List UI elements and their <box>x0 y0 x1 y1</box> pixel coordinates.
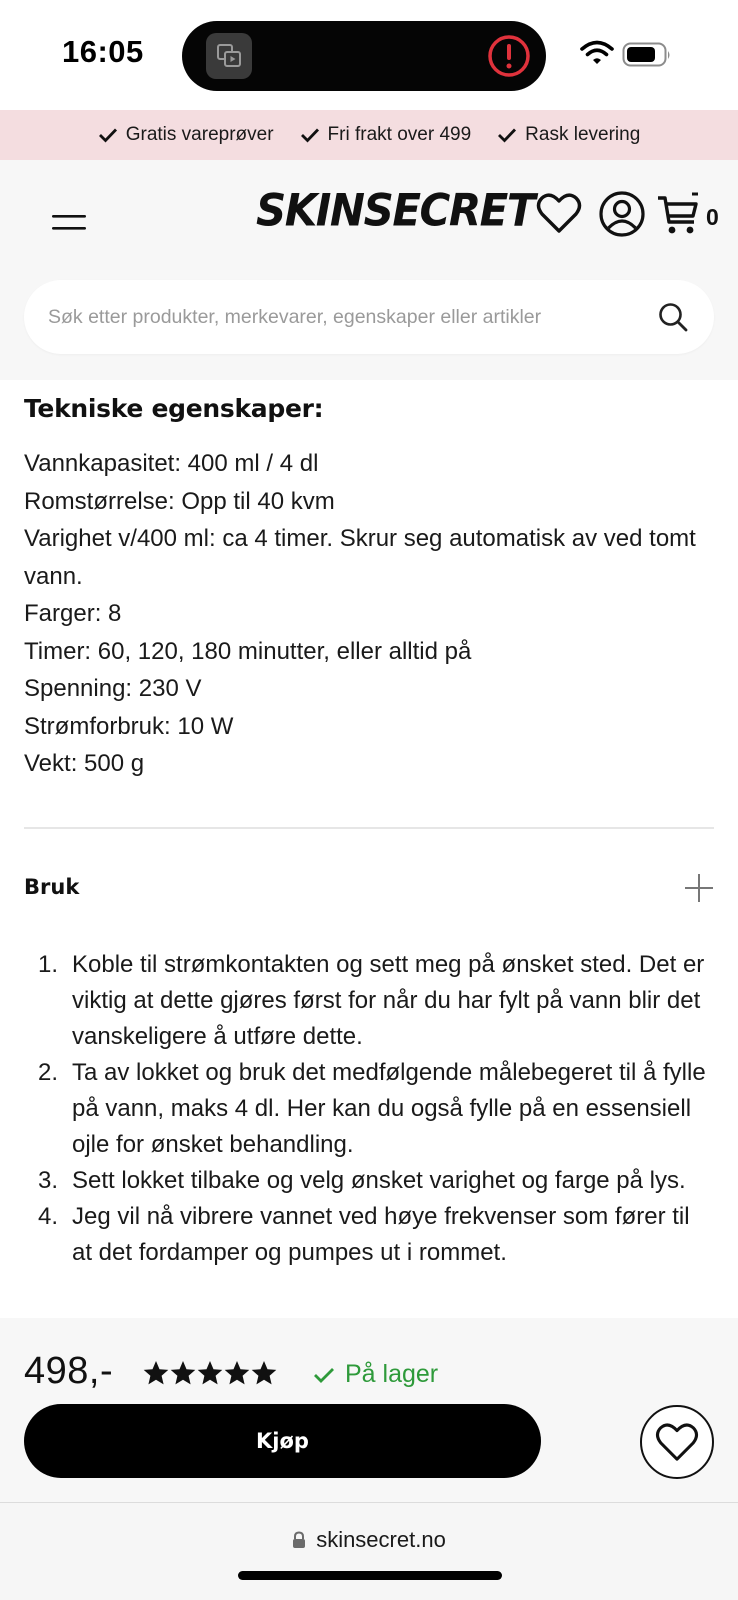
spec-line: Timer: 60, 120, 180 minutter, eller alltid på <box>24 637 472 665</box>
usp-label: Gratis vareprøver <box>125 124 274 145</box>
site-header <box>0 160 738 380</box>
usp-item <box>497 124 640 146</box>
usage-steps <box>24 947 714 1271</box>
account-user-icon[interactable] <box>598 190 646 243</box>
spec-line: Farger: 8 <box>24 600 122 627</box>
specs-heading: Tekniske egenskaper: <box>24 394 324 423</box>
hamburger-menu-icon[interactable] <box>52 210 86 234</box>
step-number: 3. <box>38 1166 59 1194</box>
usp-label: Rask levering <box>525 124 641 145</box>
url-display[interactable] <box>0 1527 738 1553</box>
add-to-wishlist-button[interactable] <box>640 1405 714 1479</box>
step-number: 2. <box>38 1058 59 1086</box>
specs-list <box>24 445 714 783</box>
heart-icon <box>655 1422 699 1462</box>
step-text: Jeg vil nå vibrere vannet ved høye frekvenser som fører til at det fordamper og pumpes ut i rommet. <box>72 1202 690 1266</box>
step-text: Koble til strømkontakten og sett meg på ønsket sted. Det er viktig at dette gjøres først for når du har fylt på vann blir det vanskeligere å utføre dette. <box>72 950 705 1050</box>
lock-icon <box>292 1531 306 1549</box>
rating-stars[interactable] <box>143 1360 277 1386</box>
step-number: 1. <box>38 950 59 978</box>
stock-label: På lager <box>345 1360 439 1388</box>
url-text: skinsecret.no <box>316 1527 446 1552</box>
star-icon <box>224 1360 250 1386</box>
alert-icon <box>486 33 532 79</box>
screen-mirror-icon <box>206 33 252 79</box>
plus-icon[interactable] <box>684 873 714 908</box>
checkmark-icon <box>98 127 118 143</box>
star-icon <box>251 1360 277 1386</box>
site-logo[interactable]: SKINSECRET <box>256 184 535 237</box>
sticky-buy-bar <box>0 1318 738 1502</box>
list-item <box>24 1199 714 1271</box>
spec-line: Strømforbruk: 10 W <box>24 712 234 740</box>
list-item <box>24 947 714 1055</box>
usp-label: Fri frakt over 499 <box>327 124 472 145</box>
cart-count: 0 <box>706 204 719 230</box>
step-text: Sett lokket tilbake og velg ønsket varighet og farge på lys. <box>72 1166 686 1194</box>
spec-line: Spenning: 230 V <box>24 675 202 702</box>
browser-address-bar[interactable] <box>0 1502 738 1600</box>
usp-item <box>98 124 274 146</box>
usage-accordion-toggle[interactable] <box>24 829 714 947</box>
checkmark-icon <box>300 127 320 143</box>
list-item <box>24 1163 714 1199</box>
status-bar <box>0 0 738 110</box>
usp-banner <box>0 110 738 160</box>
search-input[interactable] <box>48 280 648 354</box>
wishlist-heart-icon[interactable] <box>536 192 582 239</box>
spec-line: Vekt: 500 g <box>24 750 145 777</box>
home-indicator[interactable] <box>238 1571 502 1580</box>
usage-heading: Bruk <box>24 874 80 899</box>
dynamic-island <box>182 21 546 91</box>
step-number: 4. <box>38 1202 59 1230</box>
shopping-cart-icon[interactable] <box>656 190 704 243</box>
status-time: 16:05 <box>62 34 144 69</box>
product-description <box>24 380 714 1271</box>
search-bar <box>24 280 714 354</box>
checkmark-icon <box>497 127 517 143</box>
list-item <box>24 1055 714 1163</box>
star-icon <box>170 1360 196 1386</box>
buy-button[interactable]: Kjøp <box>24 1404 541 1478</box>
spec-line: Vannkapasitet: 400 ml / 4 dl <box>24 450 319 477</box>
stock-status <box>313 1360 438 1389</box>
spec-line: Romstørrelse: Opp til 40 kvm <box>24 487 335 515</box>
star-icon <box>197 1360 223 1386</box>
checkmark-icon <box>313 1366 335 1384</box>
step-text: Ta av lokket og bruk det medfølgende målebegeret til å fylle på vann, maks 4 dl. Her kan du også fylle på en essensiell ojle for ønsket behandling. <box>72 1058 706 1158</box>
star-icon <box>143 1360 169 1386</box>
product-price: 498,- <box>24 1350 114 1392</box>
search-icon[interactable] <box>658 302 688 337</box>
wifi-icon <box>580 40 614 71</box>
battery-icon <box>622 42 672 73</box>
usp-item <box>300 124 472 146</box>
spec-line: Varighet v/400 ml: ca 4 timer. Skrur seg automatisk av ved tomt vann. <box>24 525 696 590</box>
